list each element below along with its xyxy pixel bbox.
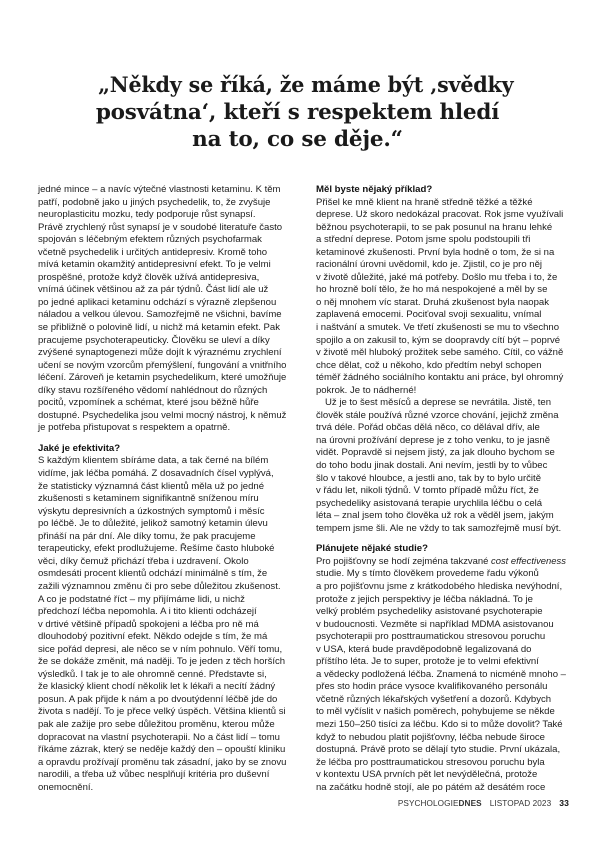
text-line: po jedné aplikaci ketaminu odchází s výrazně zlepšenou [38,296,277,308]
text-line: Už je to šest měsíců a deprese se nevrátila. Jistě, ten [325,397,552,409]
text-line: že léčba pro posttraumatickou stresovou poruchu byla [316,756,545,768]
text-line: zažili významnou změnu či pro sebe důležitou zkušenost. [38,580,281,592]
page-footer [398,798,569,808]
text-line: dostupné. Psychedelika jsou velmi mocný nástroj, k němuž [38,409,287,421]
text-line: věci, díky čemuž přichází třeba i uzdravení. Okolo [38,555,249,567]
text-line: a střední deprese. Potom jsme spolu podstoupili tři [316,234,531,246]
text-line: a vědecky podložená léčba. Znamená to nicméně mnoho – [316,668,566,680]
text-line: ho hrozně bolí tělo, že ho má nespokojené a měl by se [316,284,548,296]
text-line: po léčbě. Je to důležité, jelikož samotný ketamin úlevu [38,518,268,530]
text-line: osmdesáti procent klientů odchází minimálně s tím, že [38,568,268,580]
pull-quote-line: na to, co se děje.“ [192,127,403,152]
text-line: v drtivé většině případů spokojeni a léčba pro ně má [38,618,259,630]
brand-bold: DNES [458,799,482,808]
section-heading: Měl byste nějaký příklad? [316,184,433,195]
text-line: protože z jejich perspektivy je léčba nákladná. To je [316,593,533,605]
text-line: v kontextu USA prvních pět let nevýdělečná, protože [316,769,538,781]
text-line: racionální úrovni uvědomil, kdo je. Zjistil, co je pro něj [316,259,543,271]
text-line: výskytu depresivních a úzkostných symptomů i měsíc [38,505,265,517]
text-line: spojován s léčebným efektem různých psychofarmak [38,234,262,246]
text-line: Přišel ke mně klient na hraně středně těžké a těžké [316,196,533,208]
text-line: vnímá účinek většinou až za pár týdnů. Část lidí ale už [38,284,269,296]
text-line: příštího léta. Je to super, protože je to velmi efektivní [316,656,539,668]
brand-light: PSYCHOLOGIE [397,799,459,808]
text-line: když to nebudou platit pojišťovny, léčba nebude široce [316,731,545,743]
left-column [38,184,286,794]
text-line: onemocnění. [38,781,94,793]
magazine-brand [398,799,482,808]
issue-date: LISTOPAD 2023 [489,799,552,808]
text-line: výsledků. I tak je to ale ohromně cenné. Představte si, [38,668,267,680]
text-line: velký problém psychedeliky asistované psychoterapie [316,606,543,618]
text-line: na začátku hodně stojí, ale po pátém až desátém roce [316,781,546,793]
text-line: léčení. Zároveň je ketamin psychedelikum, které umožňuje [38,372,287,384]
text-line: terapeuticky, efekt prodlužujeme. Řešíme často hluboké [38,543,275,555]
text-line: pocitů, vzpomínek a schémat, které jsou běžně hůře [38,397,259,409]
section-heading: Jaké je efektivita? [38,442,121,454]
text-line: že statisticky významná část klientů měla už po jedné [38,480,265,492]
text-line: pracujeme psychoterapeuticky. Člověku se uleví a díky [38,334,270,346]
text-line: učení se novým vzorcům přemýšlení, fungování a vnitřního [38,359,287,371]
text-line: zaplavená emocemi. Pociťoval svoji sexualitu, vnímal [316,309,542,321]
text-line: včetně psychedelik i určitých antidepresiv. Kromě toho [38,246,268,258]
text-line: tempem jsme šli. Ale ne vždy to tak samozřejmě musí být. [316,522,562,534]
text-line: života s nadějí. To je přece velký úspěch. Většina klientů si [38,706,286,718]
pull-quote [90,72,514,153]
text-line: dostupná. Právě proto se dělají tyto studie. První ukázala, [316,744,561,756]
text-line: dopracovat na vlastní psychoterapii. No a část lidí – tomu [38,731,280,743]
right-column [316,184,566,794]
text-line: náladou a velkou úlevou. Samozřejmě ne všichni, bavíme [38,309,282,321]
text-line: deprese. Už skoro nedokázal pracovat. Rok jsme využívali [316,209,564,221]
text-line: se přibližně o polovině lidí, u nichž má ketamin efekt. Pak [38,322,280,334]
text-line: předchozí léčba nepomohla. A i tito klienti odcházejí [38,606,257,618]
text-line: spojilo a on zakusil to, kým se doopravdy cítí být – poprvé [316,334,561,346]
text-line: chce dělat, což u někoho, kdo předtím nebyl schopen [316,359,542,371]
pull-quote-line: posvátna‘, kteří s respektem hledí [95,100,500,125]
text-line: A co je podstatné říct – my přijímáme lidi, u nichž [38,593,245,605]
text-line: jedné mince – a navíc výtečné vlastnosti ketaminu. K těm [38,184,281,195]
text-line: téměř žádného sociálního kontaktu ani práce, byl ohromný [316,372,564,384]
paragraph [38,455,286,794]
text-line: a opravdu prožívají proměnu tak zásadní, jako by se znovu [38,756,287,768]
text-line: dlouhodobý pozitivní efekt. Někdo odejde s tím, že má [38,631,268,643]
text-line: posun. A pak přijde k nám a po dvoutýdenní léčbě jde do [38,693,278,705]
text-line: pak ale zažije pro sebe důležitou proměnu, kterou může [38,718,275,730]
text-line: v životě měl hluboký prožitek sebe samého. Cítil, co vážně [316,347,564,359]
pull-quote-line: „Někdy se říká, že máme být ‚svědky [98,73,514,98]
section-heading: Plánujete nějaké studie? [316,543,428,555]
text-line: že se dokáže změnit, má naději. To je jeden z těch horších [38,656,286,668]
text-line: je potřeba přistupovat s respektem a opatrně. [38,422,231,434]
text-line: přes sto hodin práce vysoce kvalifikovaného personálu [316,681,548,693]
text-line: a pro pojišťovnu jsme z krátkodobého hlediska nevýhodní, [316,580,563,592]
paragraph [316,397,566,535]
text-line: člověk stále používá různé vzorce chování, jejichž změna [316,409,559,421]
text-line: říkáme zázrak, který se neděje každý den – opouští kliniku [38,744,286,756]
text-line: na úrovni prožívání deprese je z toho venku, to je jasně [316,434,551,446]
text-line: Pro pojišťovny se hodí zejména takzvané cost effectiveness [316,555,566,567]
text-line: narodili, a třeba už vůbec nesplňují kritéria pro duševní [38,769,270,781]
text-line: ketaminové zkušenosti. První byla hodně o tom, že si na [316,246,555,258]
paragraph [316,556,566,794]
text-line: mezi 150–250 tisíci za léčbu. Kdo si to může dovolit? Také [316,718,563,730]
text-line: šlo v takové hloubce, a jestli ano, tak by to bylo určitě [316,472,542,484]
text-line: do toho bodu jinak dostali. Ani nevím, jestli by to vůbec [316,460,548,472]
text-line: včetně různých lékařských vyšetření a dozorů. Kdybych [316,693,552,705]
text-line: běžnou psychoterapii, to se pak posunul na hranu lehké [316,221,553,233]
text-line: v řádu let, nikoli týdnů. V tomto případě můžu říct, že [316,485,539,497]
text-line: že klasický klient chodí několik let k lékaři a necítí žádný [38,681,276,693]
text-line: v budoucnosti. Vezměte si například MDMA asistovanou [316,618,554,630]
text-line: mívá ketamin okamžitý antidepresivní efekt. To je velmi [38,259,271,271]
text-line: pokrok. Je to nádherné! [316,384,417,396]
text-line: sice pořád depresi, ale něco se v ním pohnulo. Věří tomu, [38,643,283,655]
text-line: neuroplasticitu mozku, tedy podporuje růst synapsí. [38,209,256,221]
text-line: prospěšné, protože když člověk užívá antidepresiva, [38,271,260,283]
text-line: vidíme, jak léčba pomáhá. Z dosavadních čísel vyplývá, [38,468,274,480]
text-line: v životě důležité, jaké má potřeby. Došlo mu třeba i to, že [316,271,558,283]
paragraph [38,184,286,435]
text-line: Právě zrychlený růst synapsí je v soudobé literatuře často [38,221,283,233]
text-line: o něj mnohem víc starat. Druhá zkušenost byla naopak [316,296,549,308]
text-line: i naštvání a smutek. Ve třetí zkušenosti se mu to všechno [316,322,560,334]
paragraph [316,197,566,398]
text-line: to měl vyčíslit v našich poměrech, pohybujeme se někde [316,706,555,718]
text-line: zkušenosti s ketaminem signifikantně sníženou míru [38,493,259,505]
text-line: S každým klientem sbíráme data, a tak černé na bílém [38,455,269,467]
text-line: vidět. Popravdě si nejsem jistý, za jak dlouho bychom se [316,447,555,459]
text-line: psychedeliky asistovaná terapie urychlila léčbu o celá [316,497,543,509]
text-line: patří, podobně jako u jiných psychedelik, to, že zvyšuje [38,196,271,208]
text-line: studie. My s tímto člověkem provedeme řadu výkonů [316,568,539,580]
text-line: přináší na pár dní. Ale díky tomu, že pak pracujeme [38,530,256,542]
text-line: v USA, která bude pravděpodobně legalizovaná do [316,643,532,655]
text-line: díky stavu rozšířeného vědomí nahlédnout do různých [38,384,268,396]
text-line: trvá déle. Pořád občas dělá něco, co dělával dřív, ale [316,422,540,434]
text-line: zvýšené synaptogenezi může dojít k výraznému zrychlení [38,347,282,359]
text-line: léta – znal jsem toho člověka už rok a věděl jsem, jakým [316,510,554,522]
page-number: 33 [559,798,569,808]
text-line: psychoterapii pro posttraumatickou stresovou poruchu [316,631,546,643]
